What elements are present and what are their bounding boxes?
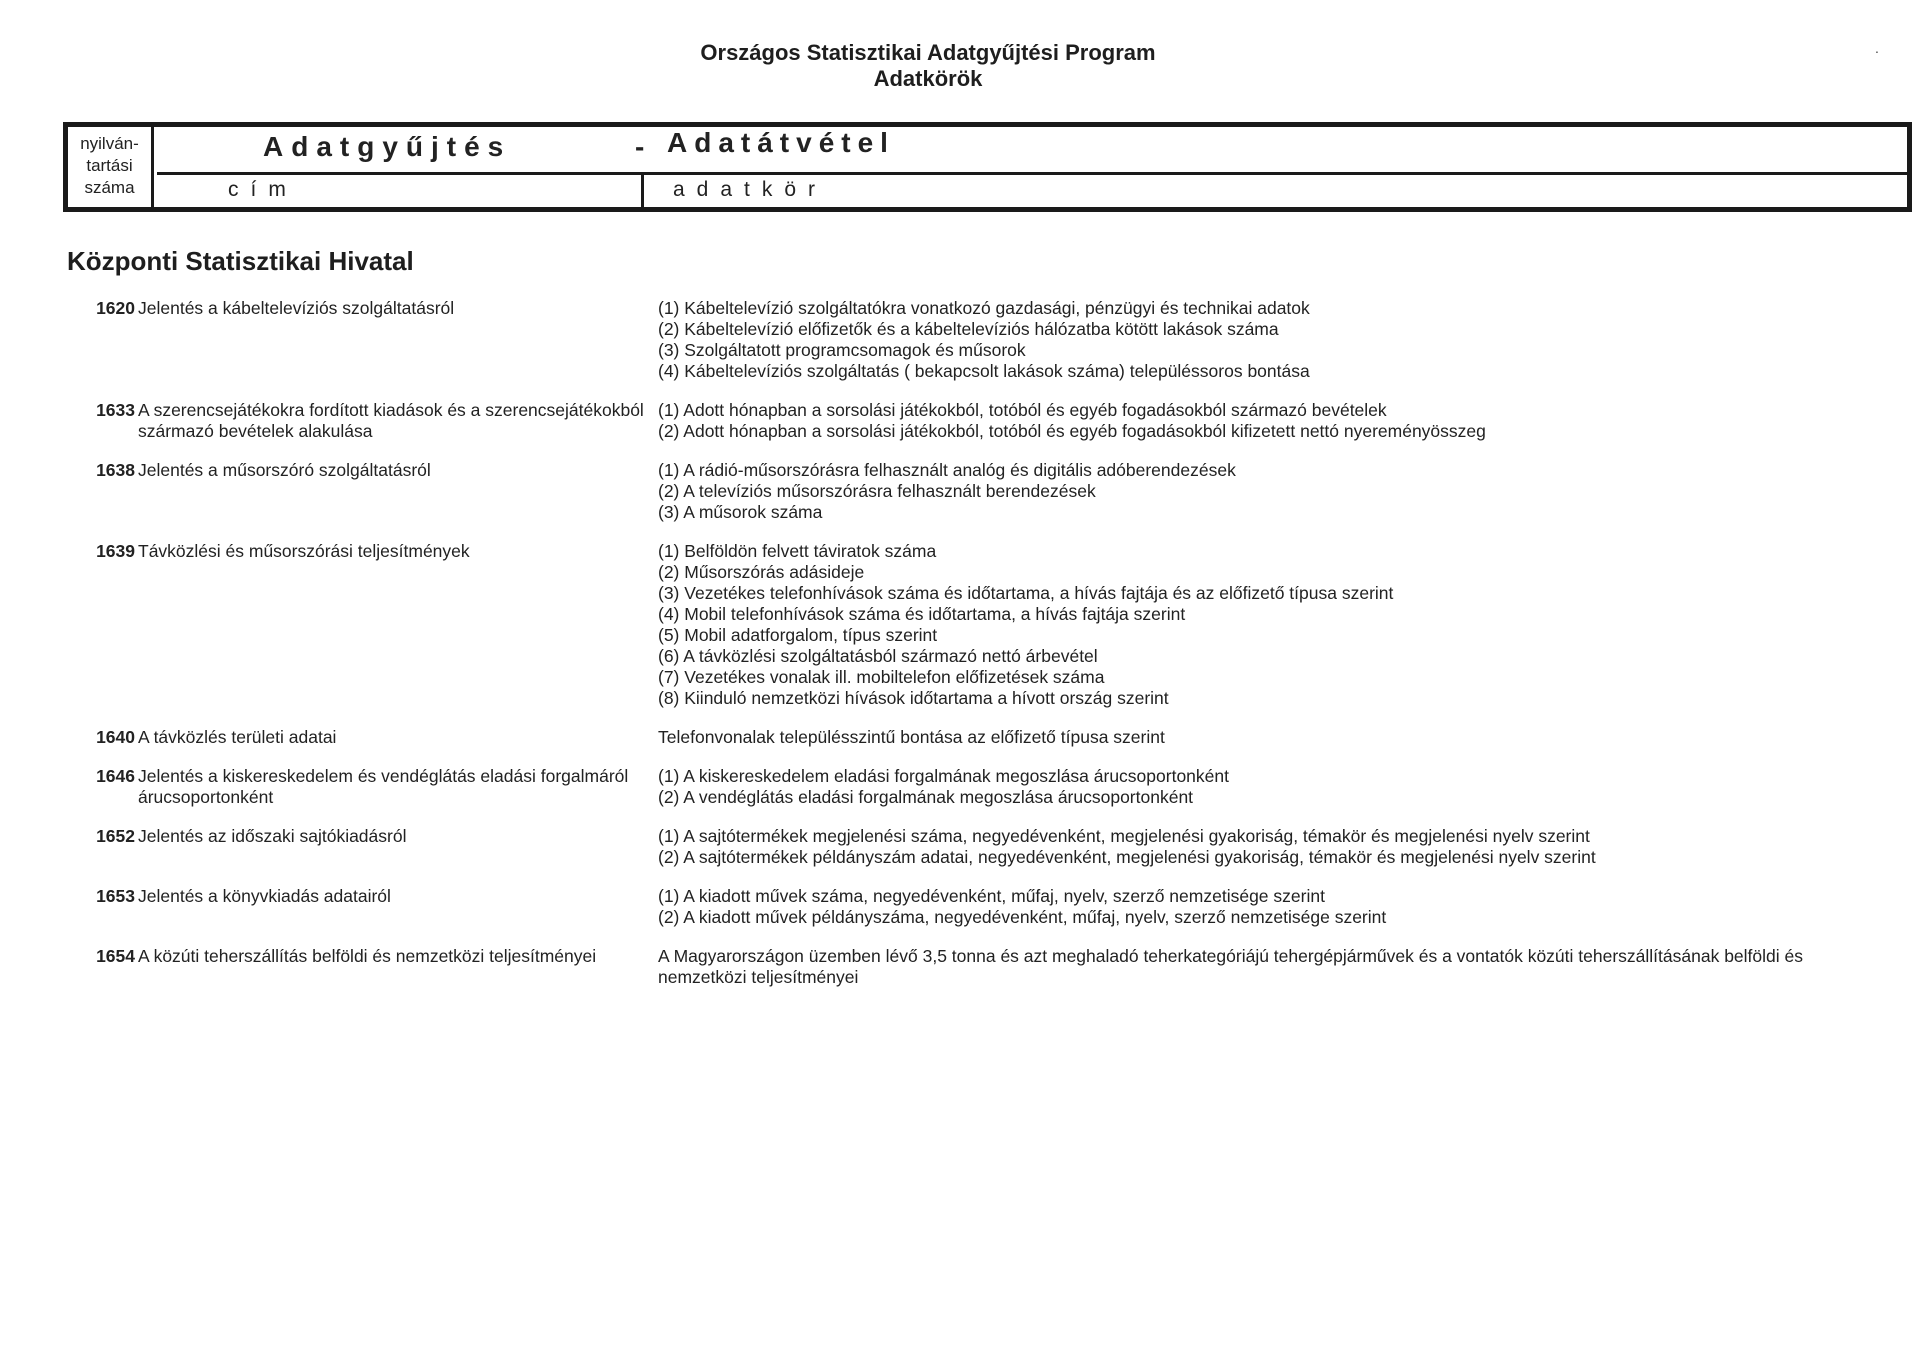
entry-row [0, 400, 1931, 442]
entry-row [0, 766, 1931, 808]
entry-data-item: (3) A műsorok száma [658, 502, 823, 522]
header-divider-horizontal [157, 172, 1907, 175]
entry-title: A szerencsejátékokra fordított kiadások és a szerencsejátékokból származó bevételek alakulása [138, 400, 644, 441]
entry-data-item: (7) Vezetékes vonalak ill. mobiltelefon előfizetések száma [658, 667, 1105, 687]
entry-row [0, 886, 1931, 928]
entry-title: A távközlés területi adatai [138, 727, 337, 747]
entry-row [0, 826, 1931, 868]
entry-title: Jelentés a kiskereskedelem és vendéglátás eladási forgalmáról árucsoportonként [138, 766, 629, 807]
entry-data-item: (1) Belföldön felvett táviratok száma [658, 541, 937, 561]
entry-registry-number: 1640 [96, 727, 135, 747]
entry-list [0, 298, 1931, 1006]
entry-registry-number: 1646 [96, 766, 135, 786]
entry-title: Jelentés a műsorszóró szolgáltatásról [138, 460, 431, 480]
entry-row [0, 298, 1931, 382]
entry-registry-number: 1633 [96, 400, 135, 420]
page-subtitle: Adatkörök [873, 66, 983, 91]
data-scope-column-heading: adatkör [673, 178, 828, 201]
entry-data-scope [658, 400, 1808, 442]
entry-data-scope [658, 541, 1808, 709]
entry-title: Jelentés a könyvkiadás adatairól [138, 886, 391, 906]
entry-registry-number: 1639 [96, 541, 135, 561]
entry-data-item: (3) Vezetékes telefonhívások száma és időtartama, a hívás fajtája és az előfizető típusa szerint [658, 583, 1394, 603]
entry-data-item: (4) Kábeltelevíziós szolgáltatás ( bekapcsolt lakások száma) településsoros bontása [658, 361, 1310, 381]
entry-row [0, 727, 1931, 748]
entry-data-item: (8) Kiinduló nemzetközi hívások időtartama a hívott ország szerint [658, 688, 1169, 708]
registry-number-label: nyilván- tartási száma [68, 127, 154, 207]
entry-title: A közúti teherszállítás belföldi és nemzetközi teljesítményei [138, 946, 597, 966]
entry-data-scope [658, 886, 1808, 928]
entry-data-item: (2) Műsorszórás adásideje [658, 562, 865, 582]
section-title: Központi Statisztikai Hivatal [67, 246, 414, 276]
page-title: Országos Statisztikai Adatgyűjtési Program [700, 40, 1156, 65]
entry-data-item: (2) Kábeltelevízió előfizetők és a kábeltelevíziós hálózatba kötött lakások száma [658, 319, 1279, 339]
entry-title: Távközlési és műsorszórási teljesítmények [138, 541, 470, 561]
entry-data-item: (2) A televíziós műsorszórásra felhasznált berendezések [658, 481, 1096, 501]
entry-registry-number: 1620 [96, 298, 135, 318]
entry-data-item: (1) A kiskereskedelem eladási forgalmának megoszlása árucsoportonként [658, 766, 1229, 786]
entry-data-item: (3) Szolgáltatott programcsomagok és műsorok [658, 340, 1026, 360]
entry-row [0, 541, 1931, 709]
entry-title: Jelentés az időszaki sajtókiadásról [138, 826, 407, 846]
data-transfer-heading: Adatátvétel [667, 127, 895, 158]
entry-data-item: (2) Adott hónapban a sorsolási játékokból, totóból és egyéb fogadásokból kifizetett nettó nyereményösszeg [658, 421, 1486, 441]
entry-data-item: (1) Kábeltelevízió szolgáltatókra vonatkozó gazdasági, pénzügyi és technikai adatok [658, 298, 1310, 318]
entry-data-item: (1) A kiadott művek száma, negyedévenként, műfaj, nyelv, szerző nemzetisége szerint [658, 886, 1325, 906]
heading-separator: - [635, 131, 645, 162]
entry-data-scope [658, 826, 1808, 868]
header-divider-vertical [641, 173, 644, 207]
entry-registry-number: 1638 [96, 460, 135, 480]
entry-registry-number: 1654 [96, 946, 135, 966]
entry-data-item: (1) A sajtótermékek megjelenési száma, negyedévenként, megjelenési gyakoriság, témakör és megjelenési nyelv szerint [658, 826, 1590, 846]
entry-data-item: Telefonvonalak településszintű bontása az előfizető típusa szerint [658, 727, 1165, 747]
entry-row [0, 946, 1931, 988]
entry-data-item: A Magyarországon üzemben lévő 3,5 tonna és azt meghaladó teherkategóriájú tehergépjárművek és a vontatók közúti teherszállításának belföldi és nemzetközi teljesítményei [658, 946, 1808, 987]
data-collection-heading: Adatgyűjtés [263, 131, 512, 162]
entry-registry-number: 1653 [96, 886, 135, 906]
entry-row [0, 460, 1931, 523]
entry-data-scope [658, 298, 1808, 382]
column-header-box [63, 122, 1912, 212]
entry-data-scope [658, 727, 1808, 748]
page-header [0, 40, 1856, 92]
corner-mark: . [1875, 40, 1879, 56]
entry-data-item: (5) Mobil adatforgalom, típus szerint [658, 625, 938, 645]
entry-data-scope [658, 946, 1808, 988]
entry-registry-number: 1652 [96, 826, 135, 846]
entry-data-scope [658, 766, 1808, 808]
entry-data-scope [658, 460, 1808, 523]
title-column-heading: cím [228, 178, 298, 201]
entry-data-item: (2) A vendéglátás eladási forgalmának megoszlása árucsoportonként [658, 787, 1194, 807]
entry-data-item: (4) Mobil telefonhívások száma és időtartama, a hívás fajtája szerint [658, 604, 1186, 624]
entry-data-item: (2) A sajtótermékek példányszám adatai, negyedévenként, megjelenési gyakoriság, témakör és megjelenési nyelv szerint [658, 847, 1596, 867]
entry-title: Jelentés a kábeltelevíziós szolgáltatásról [138, 298, 455, 318]
entry-data-item: (1) Adott hónapban a sorsolási játékokból, totóból és egyéb fogadásokból származó bevételek [658, 400, 1387, 420]
entry-data-item: (1) A rádió-műsorszórásra felhasznált analóg és digitális adóberendezések [658, 460, 1236, 480]
entry-data-item: (2) A kiadott művek példányszáma, negyedévenként, műfaj, nyelv, szerző nemzetisége szerint [658, 907, 1387, 927]
entry-data-item: (6) A távközlési szolgáltatásból származó nettó árbevétel [658, 646, 1098, 666]
